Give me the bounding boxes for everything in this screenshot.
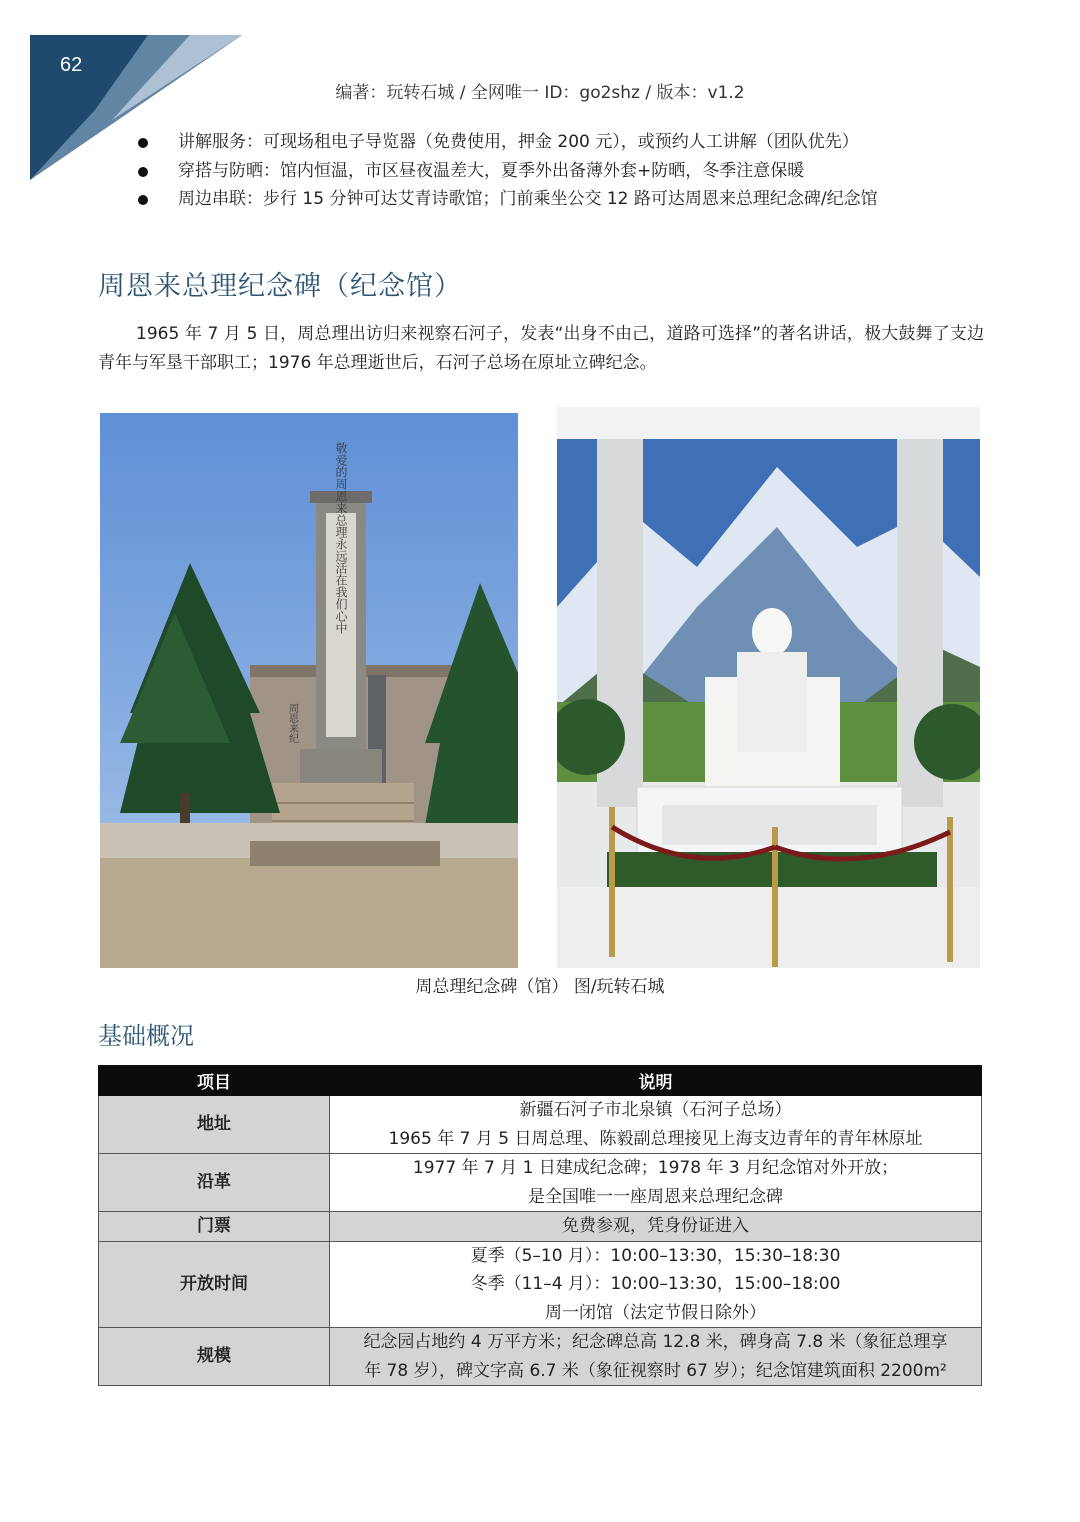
bullet-icon bbox=[138, 195, 148, 205]
list-item-text: 讲解服务：可现场租电子导览器（免费使用，押金 200 元），或预约人工讲解（团队优先） bbox=[178, 132, 859, 152]
overview-title: 基础概况 bbox=[98, 1022, 194, 1050]
list-item bbox=[136, 157, 878, 186]
monument-inscription: 敬爱的周恩来总理永远活在我们心中 bbox=[334, 442, 348, 634]
row-value-line: 新疆石河子市北泉镇（石河子总场） bbox=[519, 1100, 792, 1120]
row-value bbox=[330, 1096, 982, 1154]
row-key: 地址 bbox=[99, 1096, 330, 1154]
table-row bbox=[99, 1154, 982, 1212]
list-item-text: 穿搭与防晒：馆内恒温，市区昼夜温差大，夏季外出备薄外套+防晒，冬季注意保暖 bbox=[178, 160, 805, 181]
row-value-line: 年 78 岁），碑文字高 6.7 米（象征视察时 67 岁）；纪念馆建筑面积 2200m² bbox=[364, 1360, 947, 1381]
table-row bbox=[99, 1096, 982, 1154]
row-value-line: 夏季（5–10 月）：10:00–13:30，15:30–18:30 bbox=[470, 1245, 841, 1266]
table-row bbox=[99, 1241, 982, 1328]
monument-photo bbox=[100, 413, 518, 968]
page-number: 62 bbox=[60, 54, 83, 76]
row-value-line: 1965 年 7 月 5 日周总理、陈毅副总理接见上海支边青年的青年林原址 bbox=[388, 1128, 923, 1149]
statue-photo bbox=[557, 407, 980, 968]
table-row bbox=[99, 1212, 982, 1242]
row-value-line: 是全国唯一一座周恩来总理纪念碑 bbox=[528, 1186, 783, 1207]
overview-table bbox=[98, 1065, 982, 1386]
section-title: 周恩来总理纪念碑（纪念馆） bbox=[98, 271, 462, 302]
column-header-description: 说明 bbox=[330, 1066, 982, 1096]
row-key: 开放时间 bbox=[99, 1241, 330, 1328]
row-key: 门票 bbox=[99, 1212, 330, 1242]
row-key: 规模 bbox=[99, 1328, 330, 1386]
row-value-line: 1977 年 7 月 1 日建成纪念碑；1978 年 3 月纪念馆对外开放； bbox=[412, 1158, 899, 1178]
list-item bbox=[136, 185, 878, 214]
row-value bbox=[330, 1212, 982, 1242]
list-item bbox=[136, 128, 878, 157]
row-value bbox=[330, 1328, 982, 1386]
row-value-line: 纪念园占地约 4 万平方米；纪念碑总高 12.8 米，碑身高 7.8 米（象征总理享 bbox=[363, 1332, 948, 1352]
table-header-row bbox=[99, 1066, 982, 1096]
photo-caption: 周总理纪念碑（馆） 图/玩转石城 bbox=[415, 977, 665, 997]
bullet-icon bbox=[138, 138, 148, 148]
row-value bbox=[330, 1154, 982, 1212]
row-value-line: 免费参观，凭身份证进入 bbox=[562, 1216, 749, 1236]
row-value-line: 冬季（11–4 月）：10:00–13:30，15:00–18:00 bbox=[470, 1274, 841, 1294]
tips-list bbox=[136, 128, 878, 214]
column-header-item: 项目 bbox=[99, 1066, 330, 1096]
bullet-icon bbox=[138, 167, 148, 177]
row-value-line: 周一闭馆（法定节假日除外） bbox=[545, 1302, 766, 1323]
running-header: 编著：玩转石城 / 全网唯一 ID：go2shz / 版本：v1.2 bbox=[335, 83, 745, 103]
list-item-text: 周边串联：步行 15 分钟可达艾青诗歌馆；门前乘坐公交 12 路可达周恩来总理纪念碑/纪念馆 bbox=[178, 189, 878, 209]
row-value bbox=[330, 1241, 982, 1328]
monument-plaque: 周恩来纪 bbox=[286, 703, 298, 743]
section-intro: 1965 年 7 月 5 日，周总理出访归来视察石河子，发表“出身不由己，道路可选择”的著名讲话，极大鼓舞了支边青年与军垦干部职工；1976 年总理逝世后，石河子总场在原址立碑纪念。 bbox=[98, 324, 984, 373]
row-key: 沿革 bbox=[99, 1154, 330, 1212]
table-row bbox=[99, 1328, 982, 1386]
